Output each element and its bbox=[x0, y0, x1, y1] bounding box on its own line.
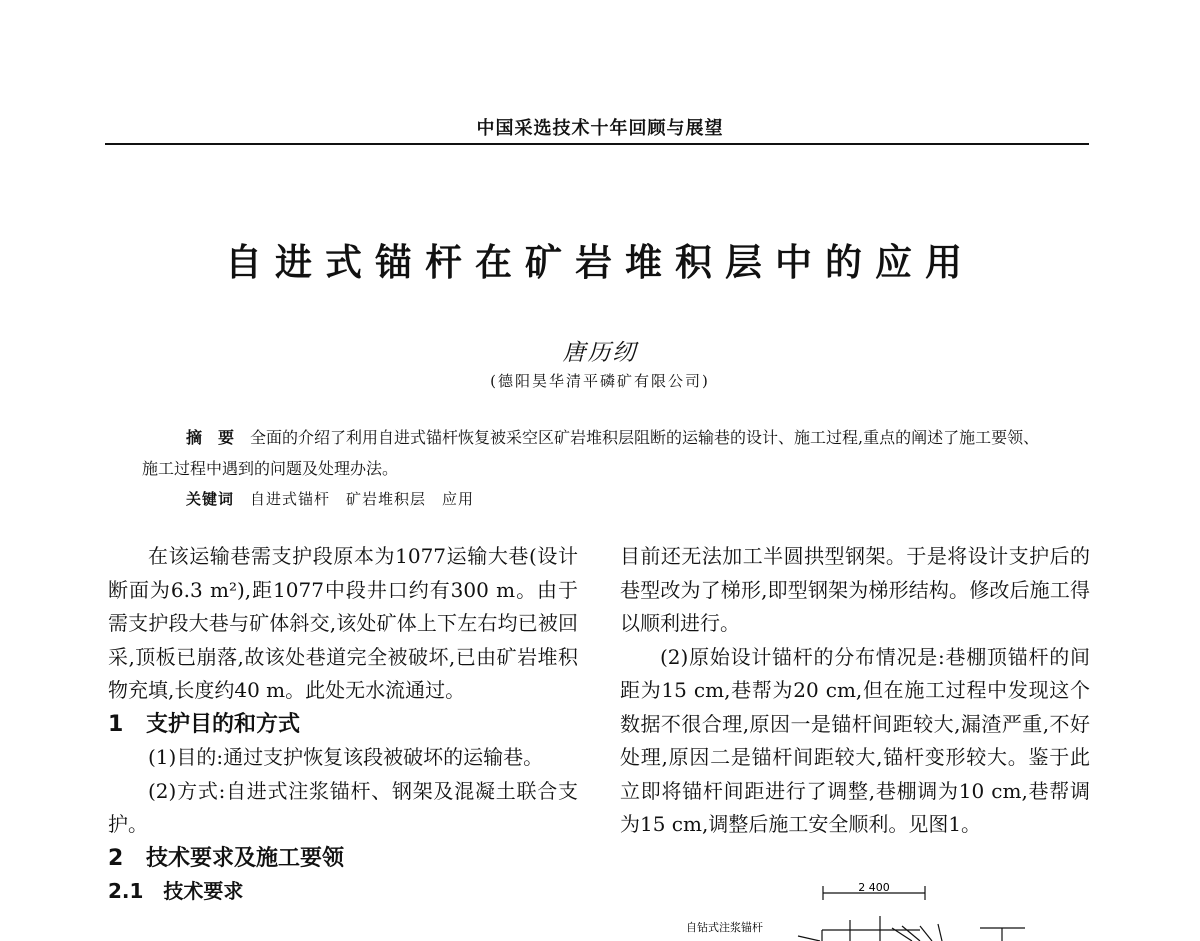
left-column bbox=[108, 540, 578, 909]
roadway-support-sketch bbox=[798, 916, 1025, 941]
anchor-label: 自钻式注浆锚杆 bbox=[686, 921, 763, 934]
running-header: 中国采选技术十年回顾与展望 bbox=[476, 118, 724, 139]
keywords-line bbox=[142, 484, 1054, 515]
abstract-block bbox=[142, 422, 1054, 515]
right-paragraph-2: (2)原始设计锚杆的分布情况是:巷棚顶锚杆的间距为15 cm,巷帮为20 cm,但在施工过程中发现这个数据不很合理,原因一是锚杆间距较大,漏渣严重,不好处理,原因二是锚杆间距较大,锚杆变形较大。鉴于此立即将锚杆间距进行了调整,巷棚调为10 cm,巷帮调为15 cm,调整后施工安全顺利。见图1。 bbox=[620, 644, 1090, 836]
section-2-heading bbox=[108, 842, 578, 876]
section-1-heading bbox=[108, 708, 578, 742]
section-1-number: 1 bbox=[108, 711, 124, 737]
abstract-paragraph bbox=[142, 422, 1054, 484]
header-rule bbox=[105, 143, 1089, 145]
right-paragraph-1: 目前还无法加工半圆拱型钢架。于是将设计支护后的巷型改为了梯形,即型钢架为梯形结构。修改后施工得以顺利进行。 bbox=[620, 544, 1090, 635]
dimension-label: 2 400 bbox=[858, 881, 890, 894]
section-2-1-heading: 2.1 技术要求 bbox=[108, 879, 244, 903]
keywords-label: 关键词 bbox=[186, 490, 235, 508]
keywords-text: 自进式锚杆 矿岩堆积层 应用 bbox=[250, 490, 475, 508]
abstract-text: 全面的介绍了利用自进式锚杆恢复被采空区矿岩堆积层阻断的运输巷的设计、施工过程,重点的阐述了施工要领、施工过程中遇到的问题及处理办法。 bbox=[142, 428, 1040, 478]
abstract-label: 摘 要 bbox=[186, 428, 235, 447]
right-column bbox=[620, 540, 1090, 842]
figure-1 bbox=[680, 880, 1100, 941]
method-paragraph: (2)方式:自进式注浆锚杆、钢架及混凝土联合支护。 bbox=[108, 778, 578, 836]
section-2-title: 技术要求及施工要领 bbox=[146, 845, 345, 871]
purpose-paragraph: (1)目的:通过支护恢复该段被破坏的运输巷。 bbox=[148, 745, 544, 769]
section-1-title: 支护目的和方式 bbox=[146, 711, 301, 737]
article-title: 自进式锚杆在矿岩堆积层中的应用 bbox=[225, 240, 975, 284]
author-affiliation: (德阳昊华清平磷矿有限公司) bbox=[490, 372, 710, 390]
intro-paragraph: 在该运输巷需支护段原本为1077运输大巷(设计断面为6.3 m²),距1077中段井口约有300 m。由于需支护段大巷与矿体斜交,该处矿体上下左右均已被回采,顶板已崩落,故该处巷道完全被破坏,已由矿岩堆积物充填,长度约40 m。此处无水流通过。 bbox=[108, 544, 578, 702]
section-2-number: 2 bbox=[108, 845, 124, 871]
author-name: 唐历纫 bbox=[562, 340, 638, 366]
